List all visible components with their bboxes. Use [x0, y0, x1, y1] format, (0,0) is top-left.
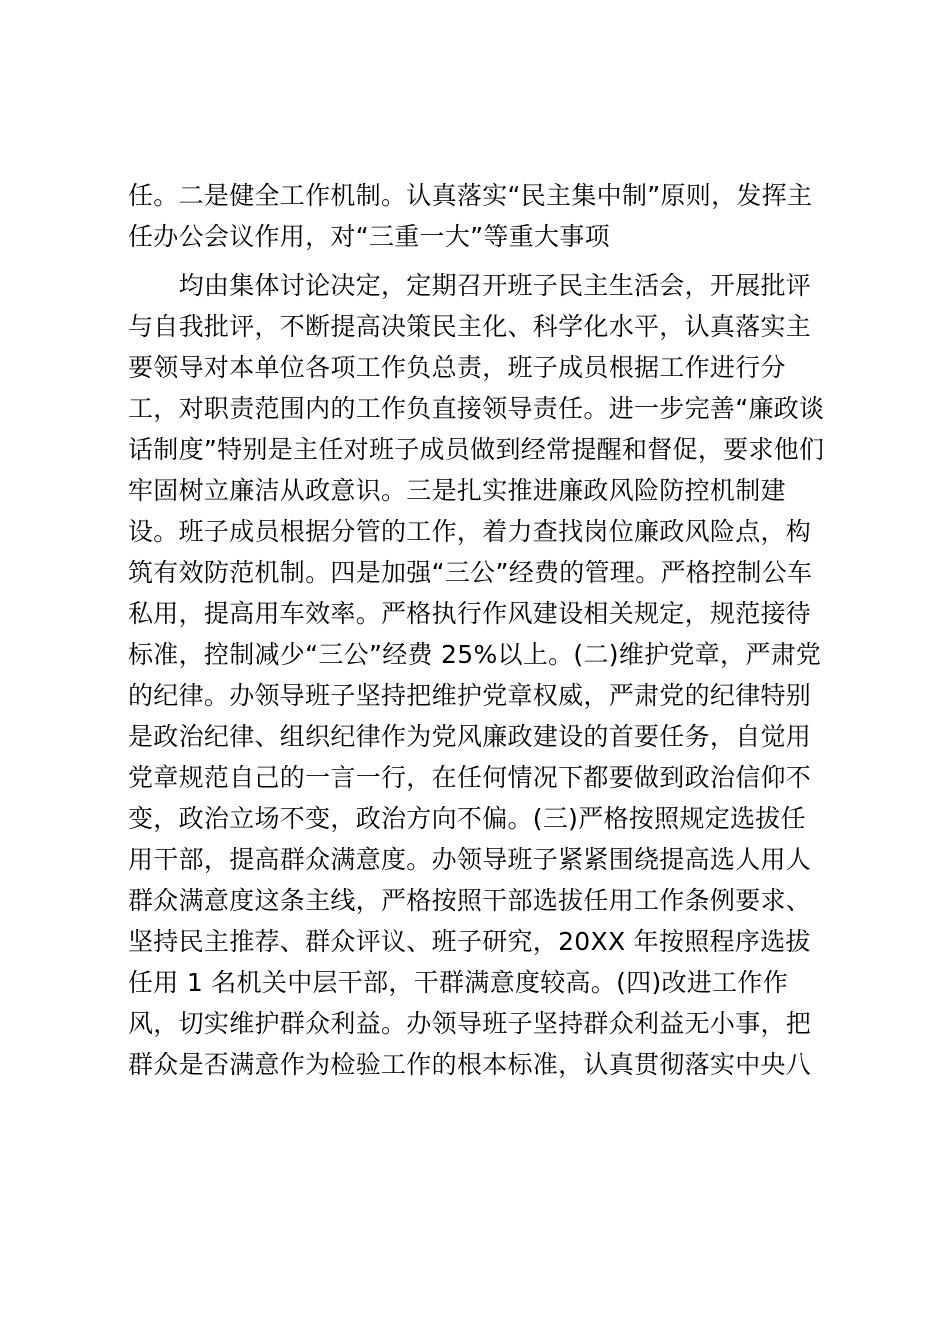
text-line: 牢固树立廉洁从政意识。三是扎实推进廉政风险防控机制建 [128, 476, 786, 505]
text-line: 群众满意度这条主线，严格按照干部选拔任用工作条例要求、 [128, 886, 812, 915]
body-text [128, 175, 848, 1085]
text-line: 用干部，提高群众满意度。办领导班子紧紧围绕提高选人用人 [128, 845, 812, 874]
text-line: 党章规范自己的一言一行，在任何情况下都要做到政治信仰不 [128, 763, 812, 792]
text-line: 设。班子成员根据分管的工作，着力查找岗位廉政风险点，构 [128, 517, 812, 546]
text-line: 要领导对本单位各项工作负总责，班子成员根据工作进行分 [128, 353, 786, 382]
text-line: 任办公会议作用，对“三重一大”等重大事项 [128, 222, 610, 251]
text-line: 群众是否满意作为检验工作的根本标准，认真贯彻落实中央八 [128, 1050, 812, 1079]
text-line: 坚持民主推荐、群众评议、班子研究，20XX 年按照程序选拔 [128, 927, 811, 956]
paragraph-first-line: 均由集体讨论决定，定期召开班子民主生活会，开展批评 [128, 271, 812, 300]
text-line: 变，政治立场不变，政治方向不偏。(三)严格按照规定选拔任 [128, 804, 806, 833]
text-line: 任用 1 名机关中层干部，干群满意度较高。(四)改进工作作 [128, 968, 789, 997]
text-line: 标准，控制减少“三公”经费 25%以上。(二)维护党章，严肃党 [128, 640, 822, 669]
text-line: 任。二是健全工作机制。认真落实“民主集中制”原则，发挥主 [128, 181, 813, 210]
text-line: 与自我批评，不断提高决策民主化、科学化水平，认真落实主 [128, 312, 812, 341]
text-line: 私用，提高用车效率。严格执行作风建设相关规定，规范接待 [128, 599, 812, 628]
text-line: 话制度”特别是主任对班子成员做到经常提醒和督促，要求他们 [128, 435, 825, 464]
text-line: 筑有效防范机制。四是加强“三公”经费的管理。严格控制公车 [128, 558, 813, 587]
text-line: 是政治纪律、组织纪律作为党风廉政建设的首要任务，自觉用 [128, 722, 812, 751]
text-line: 工，对职责范围内的工作负直接领导责任。进一步完善“廉政谈 [128, 394, 825, 423]
text-line: 的纪律。办领导班子坚持把维护党章权威，严肃党的纪律特别 [128, 681, 812, 710]
text-line: 风，切实维护群众利益。办领导班子坚持群众利益无小事，把 [128, 1009, 812, 1038]
